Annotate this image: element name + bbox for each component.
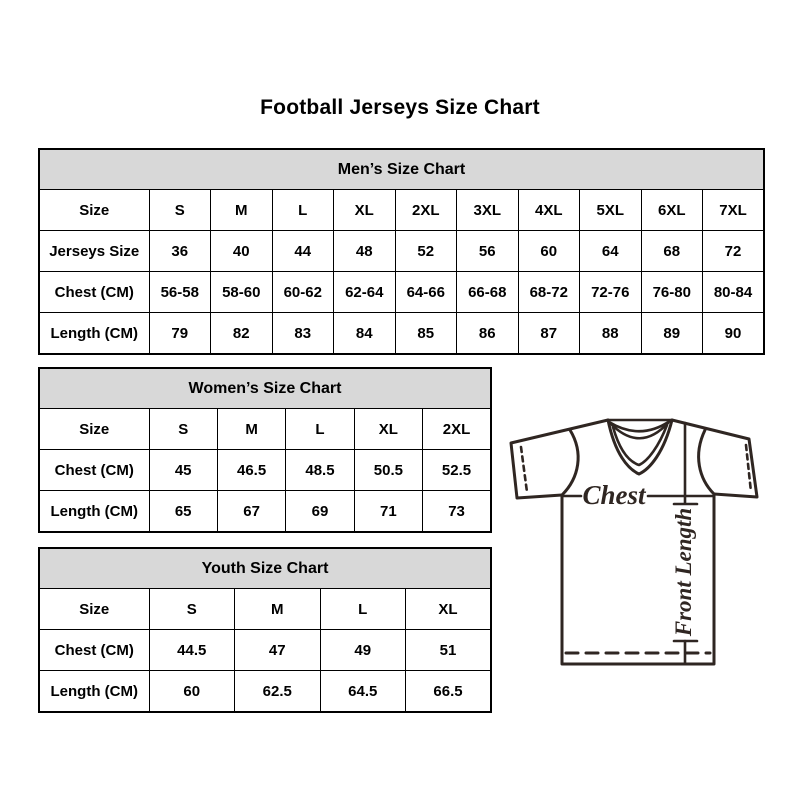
row-label: Length (CM) — [39, 491, 149, 533]
table-cell: 4XL — [518, 190, 580, 231]
table-cell: 68-72 — [518, 272, 580, 313]
mens-size-chart-section — [38, 148, 765, 355]
row-label: Chest (CM) — [39, 630, 149, 671]
right-armhole-seam — [699, 430, 714, 494]
table-cell: 44.5 — [149, 630, 235, 671]
table-cell: 40 — [211, 231, 273, 272]
table-cell: 60 — [518, 231, 580, 272]
table-title: Youth Size Chart — [39, 548, 491, 589]
table-cell: 60-62 — [272, 272, 334, 313]
table-cell: 85 — [395, 313, 457, 355]
table-cell: 56-58 — [149, 272, 211, 313]
table-cell: 67 — [217, 491, 285, 533]
table-cell: 48 — [334, 231, 396, 272]
table-row — [39, 272, 764, 313]
row-label: Chest (CM) — [39, 450, 149, 491]
table-cell: 52.5 — [423, 450, 491, 491]
womens-size-table — [38, 367, 492, 533]
table-cell: 79 — [149, 313, 211, 355]
table-cell: L — [320, 589, 406, 630]
table-cell: 62-64 — [334, 272, 396, 313]
table-cell: 86 — [457, 313, 519, 355]
table-row — [39, 231, 764, 272]
page-title: Football Jerseys Size Chart — [260, 96, 540, 119]
table-cell: 51 — [406, 630, 492, 671]
table-cell: XL — [354, 409, 422, 450]
table-cell: 89 — [641, 313, 703, 355]
table-row — [39, 491, 491, 533]
table-cell: 6XL — [641, 190, 703, 231]
table-row — [39, 450, 491, 491]
table-cell: S — [149, 589, 235, 630]
table-cell: 64-66 — [395, 272, 457, 313]
chest-label: Chest — [582, 480, 646, 510]
table-cell: 84 — [334, 313, 396, 355]
table-cell: XL — [406, 589, 492, 630]
table-cell: 72-76 — [580, 272, 642, 313]
table-title: Women’s Size Chart — [39, 368, 491, 409]
table-header-row — [39, 368, 491, 409]
table-cell: 49 — [320, 630, 406, 671]
table-cell: 2XL — [395, 190, 457, 231]
table-cell: 45 — [149, 450, 217, 491]
table-cell: 7XL — [703, 190, 765, 231]
table-cell: 82 — [211, 313, 273, 355]
table-row — [39, 409, 491, 450]
table-cell: 90 — [703, 313, 765, 355]
row-label: Size — [39, 589, 149, 630]
table-title: Men’s Size Chart — [39, 149, 764, 190]
table-cell: 46.5 — [217, 450, 285, 491]
table-cell: M — [235, 589, 321, 630]
row-label: Chest (CM) — [39, 272, 149, 313]
table-cell: M — [211, 190, 273, 231]
table-cell: 47 — [235, 630, 321, 671]
table-cell: 52 — [395, 231, 457, 272]
table-cell: 62.5 — [235, 671, 321, 713]
table-cell: 58-60 — [211, 272, 273, 313]
table-cell: 68 — [641, 231, 703, 272]
youth-size-table — [38, 547, 492, 713]
table-cell: M — [217, 409, 285, 450]
table-cell: 66.5 — [406, 671, 492, 713]
jersey-outline — [511, 420, 757, 664]
table-cell: 66-68 — [457, 272, 519, 313]
row-label: Size — [39, 409, 149, 450]
table-cell: 71 — [354, 491, 422, 533]
youth-size-chart-section — [38, 547, 492, 713]
table-cell: 64 — [580, 231, 642, 272]
table-cell: XL — [334, 190, 396, 231]
table-cell: S — [149, 409, 217, 450]
table-cell: 56 — [457, 231, 519, 272]
table-cell: L — [272, 190, 334, 231]
table-row — [39, 190, 764, 231]
table-cell: 60 — [149, 671, 235, 713]
table-row — [39, 313, 764, 355]
table-cell: 83 — [272, 313, 334, 355]
womens-size-chart-section — [38, 367, 492, 533]
table-cell: 72 — [703, 231, 765, 272]
table-header-row — [39, 149, 764, 190]
left-cuff-dashed-line — [521, 447, 527, 492]
table-cell: 36 — [149, 231, 211, 272]
table-cell: 44 — [272, 231, 334, 272]
row-label: Length (CM) — [39, 313, 149, 355]
table-header-row — [39, 548, 491, 589]
table-cell: 87 — [518, 313, 580, 355]
table-cell: 2XL — [423, 409, 491, 450]
front-length-label: Front Length — [671, 507, 696, 637]
mens-size-table — [38, 148, 765, 355]
table-row — [39, 671, 491, 713]
table-cell: 48.5 — [286, 450, 354, 491]
table-cell: 50.5 — [354, 450, 422, 491]
row-label: Jerseys Size — [39, 231, 149, 272]
left-armhole-seam — [562, 430, 578, 495]
table-cell: 80-84 — [703, 272, 765, 313]
table-cell: L — [286, 409, 354, 450]
table-cell: 69 — [286, 491, 354, 533]
jersey-measurement-diagram — [498, 398, 778, 683]
table-cell: 65 — [149, 491, 217, 533]
table-cell: 64.5 — [320, 671, 406, 713]
row-label: Size — [39, 190, 149, 231]
table-cell: 5XL — [580, 190, 642, 231]
table-cell: 88 — [580, 313, 642, 355]
table-cell: 3XL — [457, 190, 519, 231]
table-row — [39, 630, 491, 671]
table-cell: 76-80 — [641, 272, 703, 313]
row-label: Length (CM) — [39, 671, 149, 713]
table-row — [39, 589, 491, 630]
table-cell: S — [149, 190, 211, 231]
table-cell: 73 — [423, 491, 491, 533]
